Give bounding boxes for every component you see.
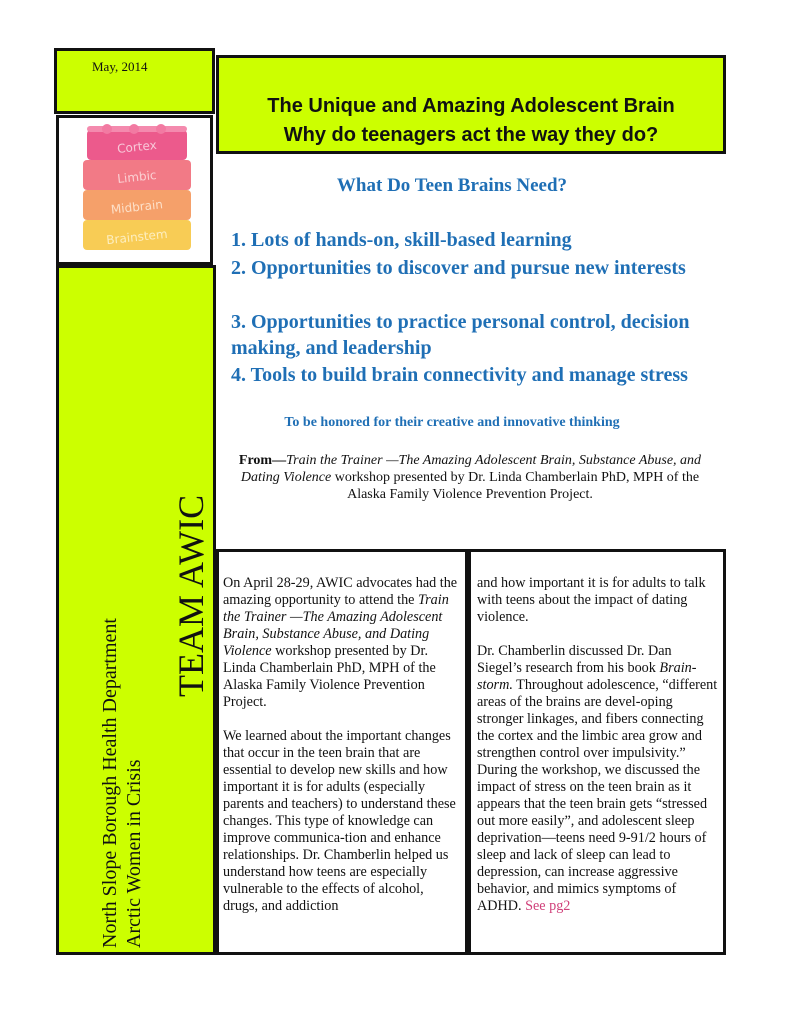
see-page-2-link[interactable]: See pg2 [525,898,571,914]
column-1-paragraph-1 [223,575,460,711]
midbrain-block [83,190,191,220]
needs-heading: What Do Teen Brains Need? [336,175,568,196]
org-line-1: North Slope Borough Health Department [99,618,121,948]
article-column-2 [468,549,726,955]
organization-lines [98,618,146,948]
title-box [216,55,726,154]
need-item: 4. Tools to build brain connectivity and manage stress [231,364,688,386]
book-title: Brain-storm. [477,660,697,693]
brainstem-label: Brainstem [105,226,169,248]
workshop-title: Train the Trainer —The Amazing Adolescent Brain, Substance Abuse, and Dating Violence [240,453,702,485]
column-2-paragraph-1: and how important it is for adults to talk with teens about the impact of dating violence. [477,575,706,625]
column-2-paragraph-2 [477,643,719,915]
title-line-1: The Unique and Amazing Adolescent Brain [267,95,675,117]
column-1-paragraph-2: We learned about the important changes that occur in the teen brain that are essential to develop new skills and how important it is for adults (especially parents and teachers) to understand these changes. This type of knowledge can improve communica-tion and enhance relationships. Dr. Chamberlin helped us understand how teens are especially vulnerable to the effects of alcohol, drugs, and addiction [223,728,456,914]
brain-blocks-image [59,118,210,262]
need-item: 2. Opportunities to discover and pursue new interests [231,257,686,279]
column-1-text: workshop presented by Dr. Linda Chamberlain PhD, MPH of the Alaska Family Violence Prevention Project. [223,643,436,710]
need-item: 3. Opportunities to practice personal control, decision making, and leadership [231,311,690,359]
cortex-block [87,124,187,160]
limbic-block [83,160,191,190]
column-1-workshop-title: Train the Trainer —The Amazing Adolescent Brain, Substance Abuse, and Dating Violence [223,592,449,659]
limbic-label: Limbic [116,167,158,187]
from-rest: workshop presented by Dr. Linda Chamberlain PhD, MPH of the Alaska Family Violence Prevention Project. [331,470,700,502]
article-column-1 [216,549,468,955]
honored-text: To be honored for their creative and innovative thinking [284,415,620,430]
from-label: From— [238,453,287,468]
title-line-2: Why do teenagers act the way they do? [283,124,659,146]
midbrain-label: Midbrain [110,197,164,217]
org-line-2: Arctic Women in Crisis [123,759,145,948]
cortex-label: Cortex [116,137,158,157]
brain-blocks-logo [56,115,213,265]
from-credit [222,452,718,503]
column-2-text: Throughout adolescence, “different areas of the brains are devel-oping stronger linkages, and fibers connecting the cortex and the limbic area grow and strengthen control over impulsivity.” During the workshop, we discussed the impact of stress on the teen brain as it appears that the teen brain gets “stressed out more easily”, and adolescent sleep deprivation—teens need 9-91/2 hours of sleep and lack of sleep can lead to depression, can increase aggressive behavior, and mimics symptoms of ADHD. [477,677,718,914]
need-item: 1. Lots of hands-on, skill-based learning [231,229,572,251]
column-1-text: On April 28-29, AWIC advocates had the amazing opportunity to attend the [223,575,458,608]
date-box [54,48,215,114]
date-text: May, 2014 [92,59,148,74]
column-2-text: Dr. Chamberlin discussed Dr. Dan Siegel’s research from his book [477,643,672,676]
brainstem-block [83,220,191,250]
team-awic-label: TEAM AWIC [171,494,211,697]
